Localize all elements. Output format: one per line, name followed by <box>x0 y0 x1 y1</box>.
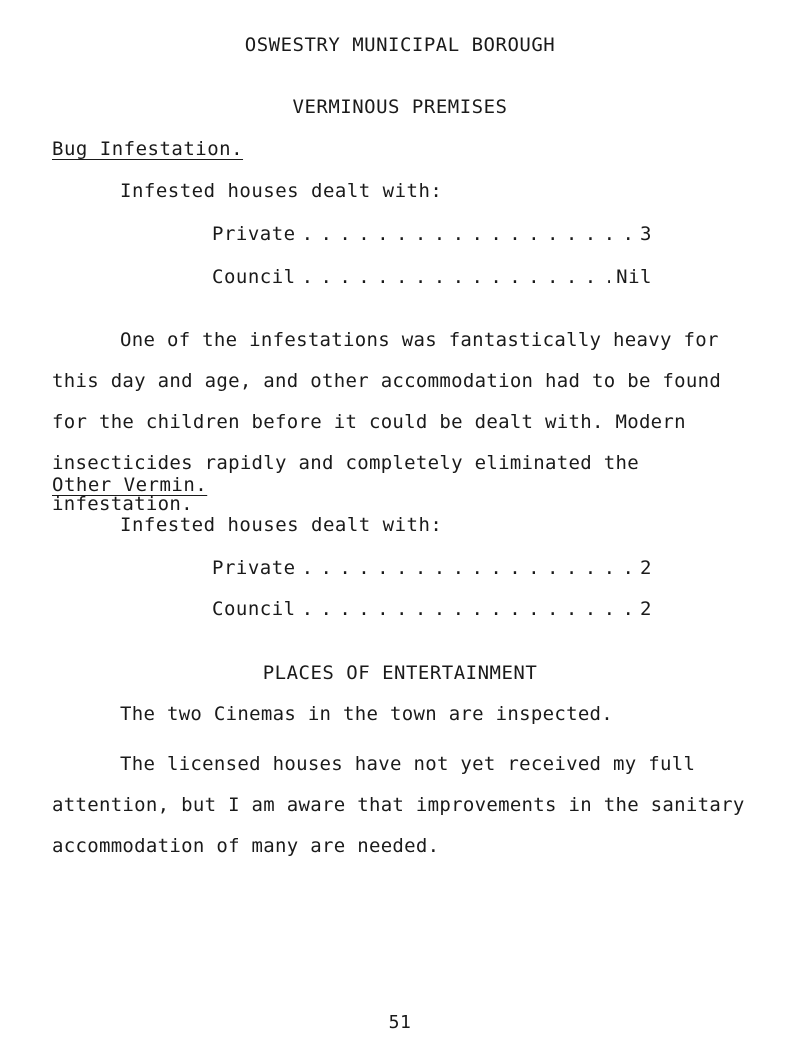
bug-private-label: Private <box>212 223 296 245</box>
page-number: 51 <box>388 1012 412 1033</box>
leader-dots <box>302 598 634 620</box>
other-subheading: Infested houses dealt with: <box>120 514 443 536</box>
leader-dots <box>302 266 611 288</box>
leader-dots <box>302 557 634 579</box>
entertainment-para1: The two Cinemas in the town are inspected. <box>120 703 614 725</box>
bug-private-value: 3 <box>640 223 652 245</box>
other-private-value: 2 <box>640 557 652 579</box>
entertainment-para2: The licensed houses have not yet received my full attention, but I am aware that improvements in the sanitary accommodation of many are needed. <box>52 753 745 857</box>
bug-council-label: Council <box>212 266 296 288</box>
other-council-row <box>212 598 652 620</box>
other-council-label: Council <box>212 598 296 620</box>
section-title: VERMINOUS PREMISES <box>292 96 508 118</box>
bug-heading: Bug Infestation. <box>52 138 244 160</box>
other-heading: Other Vermin. <box>52 474 208 496</box>
leader-dots <box>302 223 634 245</box>
bug-council-value: Nil <box>616 266 652 288</box>
other-council-value: 2 <box>640 598 652 620</box>
bug-paragraph: One of the infestations was fantastically heavy for this day and age, and other accommodation had to be found for the children before it could be dealt with. Modern insecticides rapidly and completely eliminated the infestation. <box>52 329 722 515</box>
bug-subheading: Infested houses dealt with: <box>120 180 443 202</box>
bug-council-row <box>212 266 652 288</box>
other-private-row <box>212 557 652 579</box>
entertainment-heading: PLACES OF ENTERTAINMENT <box>262 662 538 684</box>
bug-private-row <box>212 223 652 245</box>
other-private-label: Private <box>212 557 296 579</box>
borough-title: OSWESTRY MUNICIPAL BOROUGH <box>244 34 556 56</box>
